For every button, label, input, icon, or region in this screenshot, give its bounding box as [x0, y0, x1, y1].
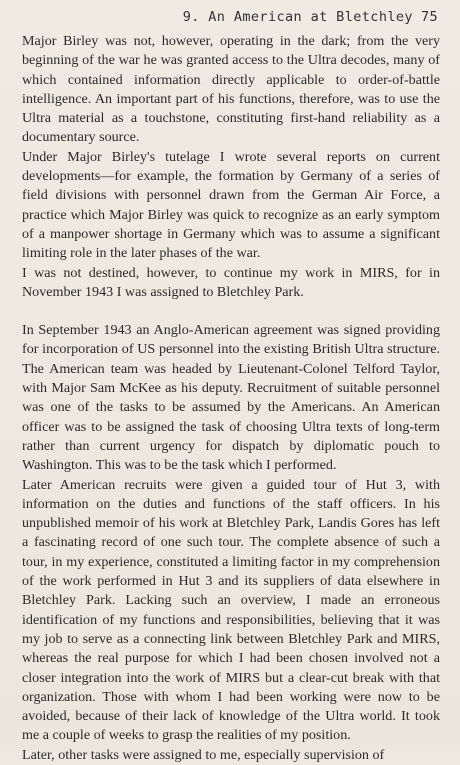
paragraph: In September 1943 an Anglo-American agreement was signed providing for incorporation of US personnel into the existing British Ultra structure. The American team was headed by Lieutenant-Colonel Telford Taylor, with Major Sam McKee as his deputy. Recruitment of suitable personnel was one of the tasks to be assumed by the Americans. An American officer was to be assigned the task of choosing Ultra texts of long-term rather than current urgency for dispatch by diplomatic pouch to Washington. This was to be the task which I performed.: [22, 322, 440, 474]
chapter-title: 9. An American at Bletchley: [182, 9, 413, 25]
section-break: [22, 302, 440, 321]
paragraph: I was not destined, however, to continue my work in MIRS, for in November 1943 I was assigned to Bletchley Park.: [22, 264, 440, 300]
page-number: 75: [420, 9, 438, 25]
paragraph: Later, other tasks were assigned to me, especially supervision of: [22, 746, 385, 763]
running-head: [183, 9, 438, 25]
paragraph: Later American recruits were given a guided tour of Hut 3, with information on the duties and functions of the staff officers. In his unpublished memoir of his work at Bletchley Park, Landis Gores has left a fascinating record of one such tour. The complete absence of such a tour, in my experience, constituted a limiting factor in my comprehension of the work performed in Hut 3 and its suppliers of data elsewhere in Bletchley Park. Lacking such an overview, I made an erroneous identification of my functions and responsibilities, believing that it was my job to serve as a connecting link between Bletchley Park and MIRS, whereas the real purpose for which I had been chosen involved not a closer integration into the work of MIRS but a clear-cut break with that organization. Those with whom I had been working were now to be avoided, because of their lack of knowledge of the Ultra world. It took me a couple of weeks to grasp the realities of my position.: [22, 476, 440, 744]
paragraph: Major Birley was not, however, operating in the dark; from the very beginning of the war he was granted access to the Ultra decodes, many of which contained information directly applicable to order-of-battle intelligence. An important part of his functions, therefore, was to use the Ultra material as a touchstone, constituting first-hand reliability as a documentary source.: [22, 33, 440, 146]
body-text: [22, 32, 440, 765]
paragraph: Under Major Birley's tutelage I wrote several reports on current developments—for example, the formation by Germany of a series of field divisions with personnel drawn from the German Air Force, a practice which Major Birley was quick to recognize as an early symptom of a manpower shortage in Germany which was to assume a significant limiting role in the later phases of the war.: [22, 148, 440, 262]
